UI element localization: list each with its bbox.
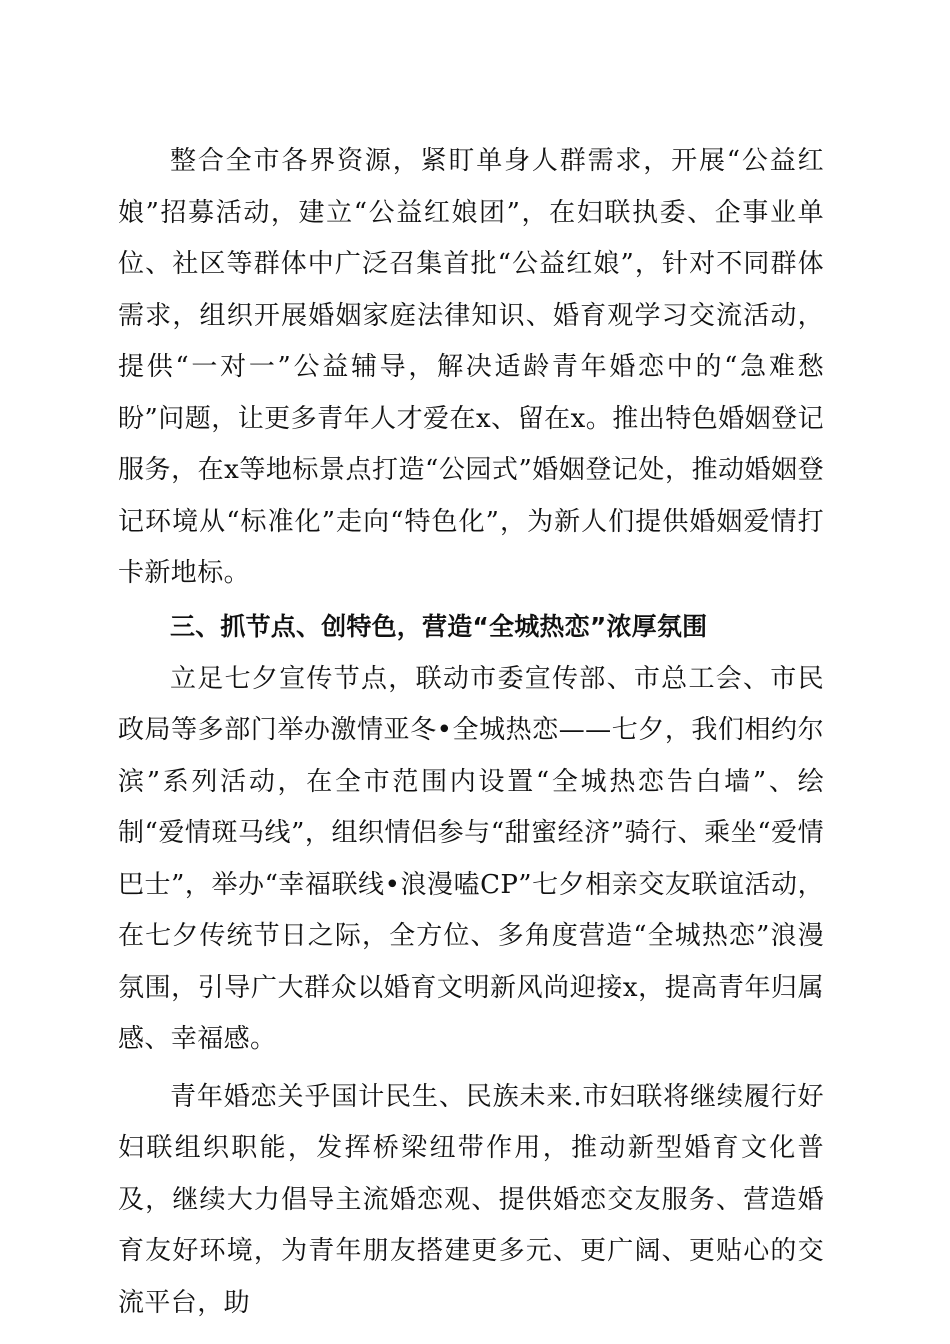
paragraph-conclusion: 青年婚恋关乎国计民生、民族未来.市妇联将继续履行好妇联组织职能，发挥桥梁纽带作用，推动新型婚育文化普及，继续大力倡导主流婚恋观、提供婚恋交友服务、营造婚育友好环境，为青年朋友搭建更多元、更广阔、更贴心的交流平台，助 [118, 1081, 824, 1318]
document-body [118, 136, 824, 1329]
paragraph-qixi-activities: 立足七夕宣传节点，联动市委宣传部、市总工会、市民政局等多部门举办激情亚冬•全城热恋——七夕，我们相约尔滨”系列活动，在全市范围内设置“全城热恋告白墙”、绘制“爱情斑马线”，组织情侣参与“甜蜜经济”骑行、乘坐“爱情巴士”，举办“幸福联线•浪漫嗑CP”七夕相亲交友联谊活动，在七夕传统节日之际，全方位、多角度营造“全城热恋”浪漫氛围，引导广大群众以婚育文明新风尚迎接x，提高青年归属感、幸福感。 [118, 663, 824, 1054]
paragraph-red-matchmaker: 整合全市各界资源，紧盯单身人群需求，开展“公益红娘”招募活动，建立“公益红娘团”，在妇联执委、企事业单位、社区等群体中广泛召集首批“公益红娘”，针对不同群体需求，组织开展婚姻家庭法律知识、婚育观学习交流活动，提供“一对一”公益辅导，解决适龄青年婚恋中的“急难愁盼”问题，让更多青年人才爱在x、留在x。推出特色婚姻登记服务，在x等地标景点打造“公园式”婚姻登记处，推动婚姻登记环境从“标准化”走向“特色化”，为新人们提供婚姻爱情打卡新地标。 [118, 146, 824, 588]
section-heading-three: 三、抓节点、创特色，营造“全城热恋”浓厚氛围 [170, 611, 708, 641]
